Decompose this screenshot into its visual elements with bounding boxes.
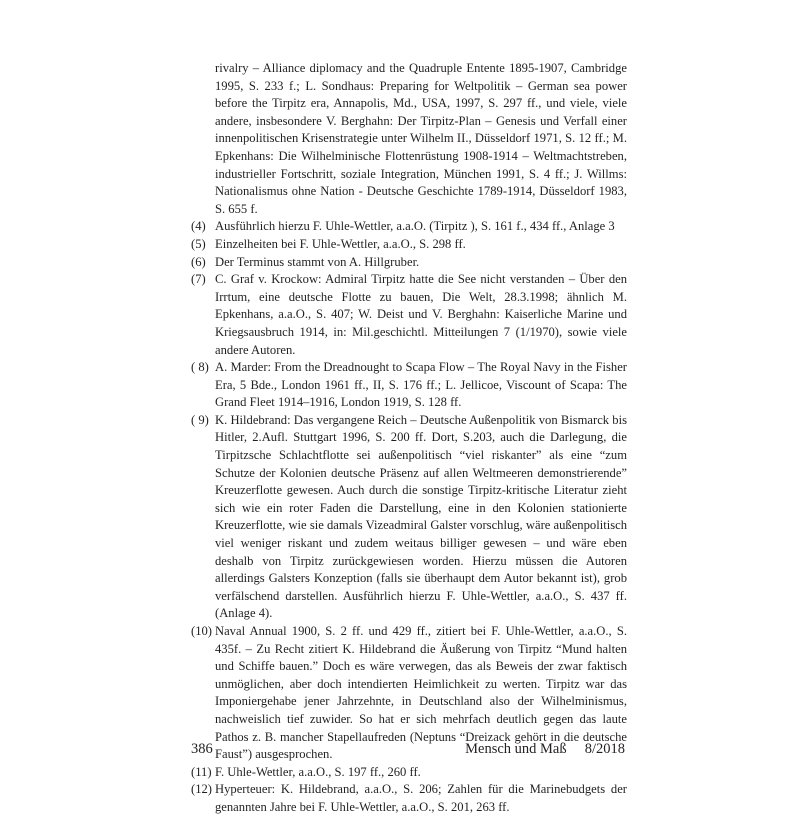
endnote-number: (5) [191,236,206,251]
endnote-text: Der Terminus stammt von A. Hillgruber. [215,254,420,269]
endnote-number: ( 8) [191,360,209,375]
endnote-number: ( 9) [191,412,209,427]
endnote-7 [191,271,627,359]
endnote-9 [191,412,627,623]
endnote-text: Hyperteuer: K. Hildebrand, a.a.O., S. 206; Zahlen für die Marinebudgets der genannten Jahre bei F. Uhle-Wettler, a.a.O., S. 201, 263 ff. [215,782,627,814]
endnote-number: (6) [191,254,206,269]
endnote-number: (11) [191,764,212,779]
endnote-4 [191,218,627,236]
endnote-8 [191,359,627,412]
endnote-12 [191,781,627,816]
endnote-text: Einzelheiten bei F. Uhle-Wettler, a.a.O., S. 298 ff. [215,236,466,251]
endnote-number: (12) [191,782,212,797]
journal-issue: Mensch und Maß 8/2018 [465,741,625,757]
note-continuation: rivalry – Alliance diplomacy and the Quadruple Entente 1895-1907, Cambridge 1995, S. 233 f.; L. Sondhaus: Preparing for Weltpolitik – German sea power before the Tirpitz era, Annapolis, Md., USA, 1997, S. 297 ff., und viele, viele andere, insbesondere V. Berghahn: Der Tirpitz-Plan – Genesis und Verfall einer innenpolitischen Krisenstrategie unter Wilhelm II., Düsseldorf 1971, S. 12 ff.; M. Epkenhans: Die Wilhelminische Flottenrüstung 1908-1914 – Weltmachtstreben, industrieller Fortschritt, soziale Integration, München 1991, S. 4 ff.; J. Willms: Nationalismus ohne Nation - Deutsche Geschichte 1789-1914, Düsseldorf 1983, S. 655 f. [215,61,627,216]
endnote-number: (4) [191,219,206,234]
endnote-text: F. Uhle-Wettler, a.a.O., S. 197 ff., 260 ff. [215,764,421,779]
endnote-text: A. Marder: From the Dreadnought to Scapa Flow – The Royal Navy in the Fisher Era, 5 Bde., London 1961 ff., II, S. 176 ff.; L. Jellicoe, Viscount of Scapa: The Grand Fleet 1914–1916, London 1919, S. 128 ff. [215,360,627,410]
page-number: 386 [191,741,213,757]
endnote-text: K. Hildebrand: Das vergangene Reich – Deutsche Außenpolitik von Bismarck bis Hitler, 2.Aufl. Stuttgart 1996, S. 200 ff. Dort, S.203, auch die Darlegung, die Tirpitzsche Schlachtflotte sei außenpolitisch “viel riskanter” als eine “zum Schutze der Kolonien deutsche Präsenz auf allen Weltmeeren demonstrierende” Kreuzerflotte gewesen. Auch durch die sonstige Tirpitz-kritische Literatur zieht sich wie ein roter Faden die Darstellung, eine in den Kolonien stationierte Kreuzerflotte, wie sie damals Vizeadmiral Galster vorschlug, wäre außenpolitisch viel weniger riskant und zudem weitaus billiger gewesen – und wäre eben deshalb von Tirpitz zurückgewiesen worden. Hierzu müssen die Autoren allerdings Galsters Konzeption (falls sie überhaupt dem Autor bekannt ist), grob verfälschend darstellen. Ausführlich hierzu F. Uhle-Wettler, a.a.O., S. 437 ff. (Anlage 4). [215,412,627,621]
endnote-6 [191,254,627,272]
endnote-text: Ausführlich hierzu F. Uhle-Wettler, a.a.O. (Tirpitz ), S. 161 f., 434 ff., Anlage 3 [215,219,615,234]
endnote-text: Naval Annual 1900, S. 2 ff. und 429 ff., zitiert bei F. Uhle-Wettler, a.a.O., S. 435f. – Zu Recht zitiert K. Hildebrand die Äußerung von Tirpitz “Mund halten und Schiffe bauen.” Doch es wäre verwegen, das als Beweis der zwar faktisch unmöglichen, aber doch intendierten Heimlichkeit zu werten. Tirpitz war das Imponiergehabe jener Jahrzehnte, in Deutschland also der Wilhelminismus, nachweislich tief zuwider. So hat er sich mehrfach deutlich gegen das laute Pathos z. B. mancher Stapellaufreden (Neptuns “Dreizack gehört in die deutsche Faust”) ausgesprochen. [215,624,627,762]
endnote-text: C. Graf v. Krockow: Admiral Tirpitz hatte die See nicht verstanden – Über den Irrtum, eine deutsche Flotte zu bauen, Die Welt, 28.3.1998; ähnlich M. Epkenhans, a.a.O., S. 407; W. Deist und V. Berghahn: Kaiserliche Marine und Kriegsausbruch 1914, in: Mil.geschichtl. Mitteilungen 7 (1/1970), sowie viele andere Autoren. [215,272,627,357]
endnote-number: (7) [191,272,206,287]
endnote-11 [191,764,627,782]
endnote-number: (10) [191,624,212,638]
endnotes [191,60,627,817]
endnote-5 [191,236,627,254]
